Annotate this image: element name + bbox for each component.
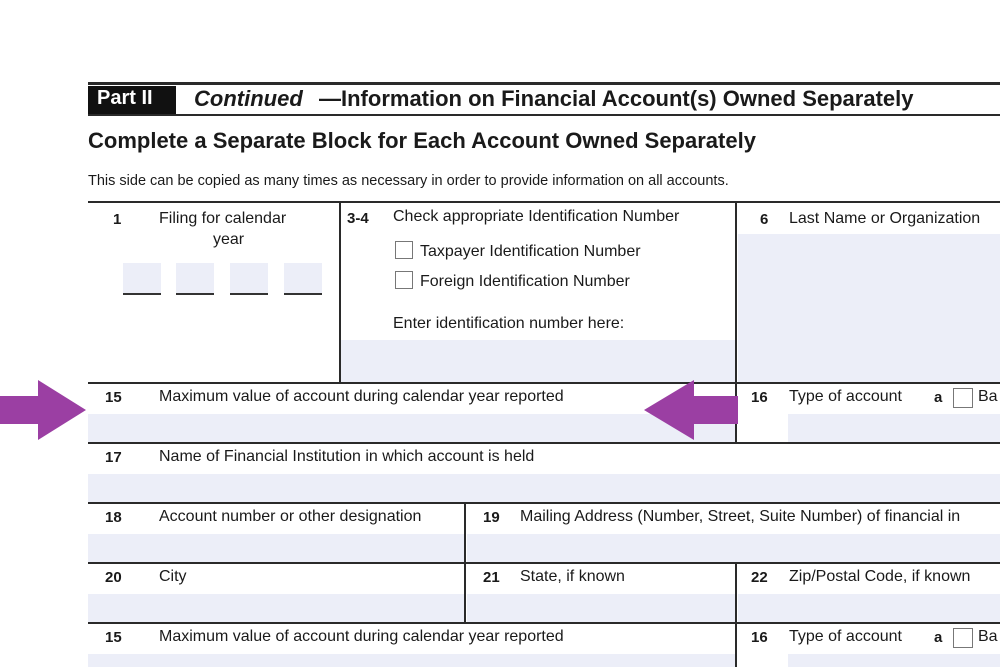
f19-label: Mailing Address (Number, Street, Suite Number) of financial in: [520, 508, 961, 525]
f20-number: 20: [105, 569, 122, 586]
f18-number: 18: [105, 509, 122, 526]
f1-number: 1: [113, 211, 122, 228]
year-digit-3[interactable]: [230, 263, 268, 295]
f34-number: 3-4: [347, 210, 369, 227]
f6-number: 6: [760, 211, 769, 228]
f16-number: 16: [751, 389, 768, 406]
year-digit-2[interactable]: [176, 263, 214, 295]
f16-entry-field[interactable]: [788, 414, 1000, 442]
row-rule-15b: [88, 622, 1000, 624]
section-note: This side can be copied as many times as necessary in order to provide information on all accounts.: [88, 173, 729, 189]
f19-entry-field[interactable]: [467, 534, 1000, 562]
header-bottom-rule: [88, 114, 1000, 116]
col-rule-16b: [735, 622, 737, 667]
f18-label: Account number or other designation: [159, 508, 422, 525]
col-rule-22: [735, 562, 737, 622]
part-continued: Continued: [194, 86, 303, 111]
f15-number: 15: [105, 389, 122, 406]
f34-entry-field[interactable]: [341, 340, 735, 382]
f16b-number: 16: [751, 629, 768, 646]
f17-entry-field[interactable]: [88, 474, 1000, 502]
section-subtitle: Complete a Separate Block for Each Account Owned Separately: [88, 128, 756, 153]
f22-label: Zip/Postal Code, if known: [789, 568, 971, 585]
f15b-label: Maximum value of account during calendar year reported: [159, 628, 564, 645]
row-rule-18: [88, 502, 1000, 504]
taxpayer-id-label: Taxpayer Identification Number: [420, 243, 641, 260]
row-rule-17: [88, 442, 1000, 444]
foreign-id-checkbox[interactable]: [395, 271, 413, 289]
left-pointing-arrow-icon: [642, 378, 738, 442]
f16-label: Type of account: [789, 388, 902, 405]
f17-label: Name of Financial Institution in which account is held: [159, 448, 535, 465]
f34-label: Check appropriate Identification Number: [393, 208, 680, 225]
f22-entry-field[interactable]: [738, 594, 1000, 622]
f34-enter-label: Enter identification number here:: [393, 315, 625, 332]
f16b-label: Type of account: [789, 628, 902, 645]
taxpayer-id-checkbox[interactable]: [395, 241, 413, 259]
f20-entry-field[interactable]: [88, 594, 464, 622]
f20-label: City: [159, 568, 187, 585]
f16-option-checkbox[interactable]: [953, 388, 973, 408]
part-label: Part II: [97, 87, 153, 109]
f1-label-year: year: [213, 231, 245, 248]
f15b-number: 15: [105, 629, 122, 646]
f16b-option-label: Ba: [978, 628, 998, 645]
f16-option-a: a: [934, 389, 943, 406]
col-rule-1: [339, 201, 341, 382]
f15-label: Maximum value of account during calendar year reported: [159, 388, 564, 405]
header-top-rule: [88, 82, 1000, 85]
f6-label: Last Name or Organization: [789, 210, 981, 227]
part-title: —Information on Financial Account(s) Owned Separately: [319, 86, 914, 111]
f16b-entry-field[interactable]: [788, 654, 1000, 667]
f15-entry-field[interactable]: [88, 414, 735, 442]
f21-number: 21: [483, 569, 500, 586]
foreign-id-label: Foreign Identification Number: [420, 273, 630, 290]
f22-number: 22: [751, 569, 768, 586]
f16b-option-checkbox[interactable]: [953, 628, 973, 648]
row-rule-top: [88, 201, 1000, 203]
f19-number: 19: [483, 509, 500, 526]
year-digit-4[interactable]: [284, 263, 322, 295]
f16-option-label: Ba: [978, 388, 998, 405]
right-pointing-arrow-icon: [0, 378, 90, 442]
f21-entry-field[interactable]: [467, 594, 735, 622]
row-rule-15: [88, 382, 1000, 384]
year-digit-1[interactable]: [123, 263, 161, 295]
f16b-option-a: a: [934, 629, 943, 646]
f6-entry-field[interactable]: [738, 234, 1000, 382]
f18-entry-field[interactable]: [88, 534, 464, 562]
f15b-entry-field[interactable]: [88, 654, 735, 667]
f17-number: 17: [105, 449, 122, 466]
f21-label: State, if known: [520, 568, 625, 585]
f1-label: Filing for calendar: [159, 210, 287, 227]
row-rule-20: [88, 562, 1000, 564]
